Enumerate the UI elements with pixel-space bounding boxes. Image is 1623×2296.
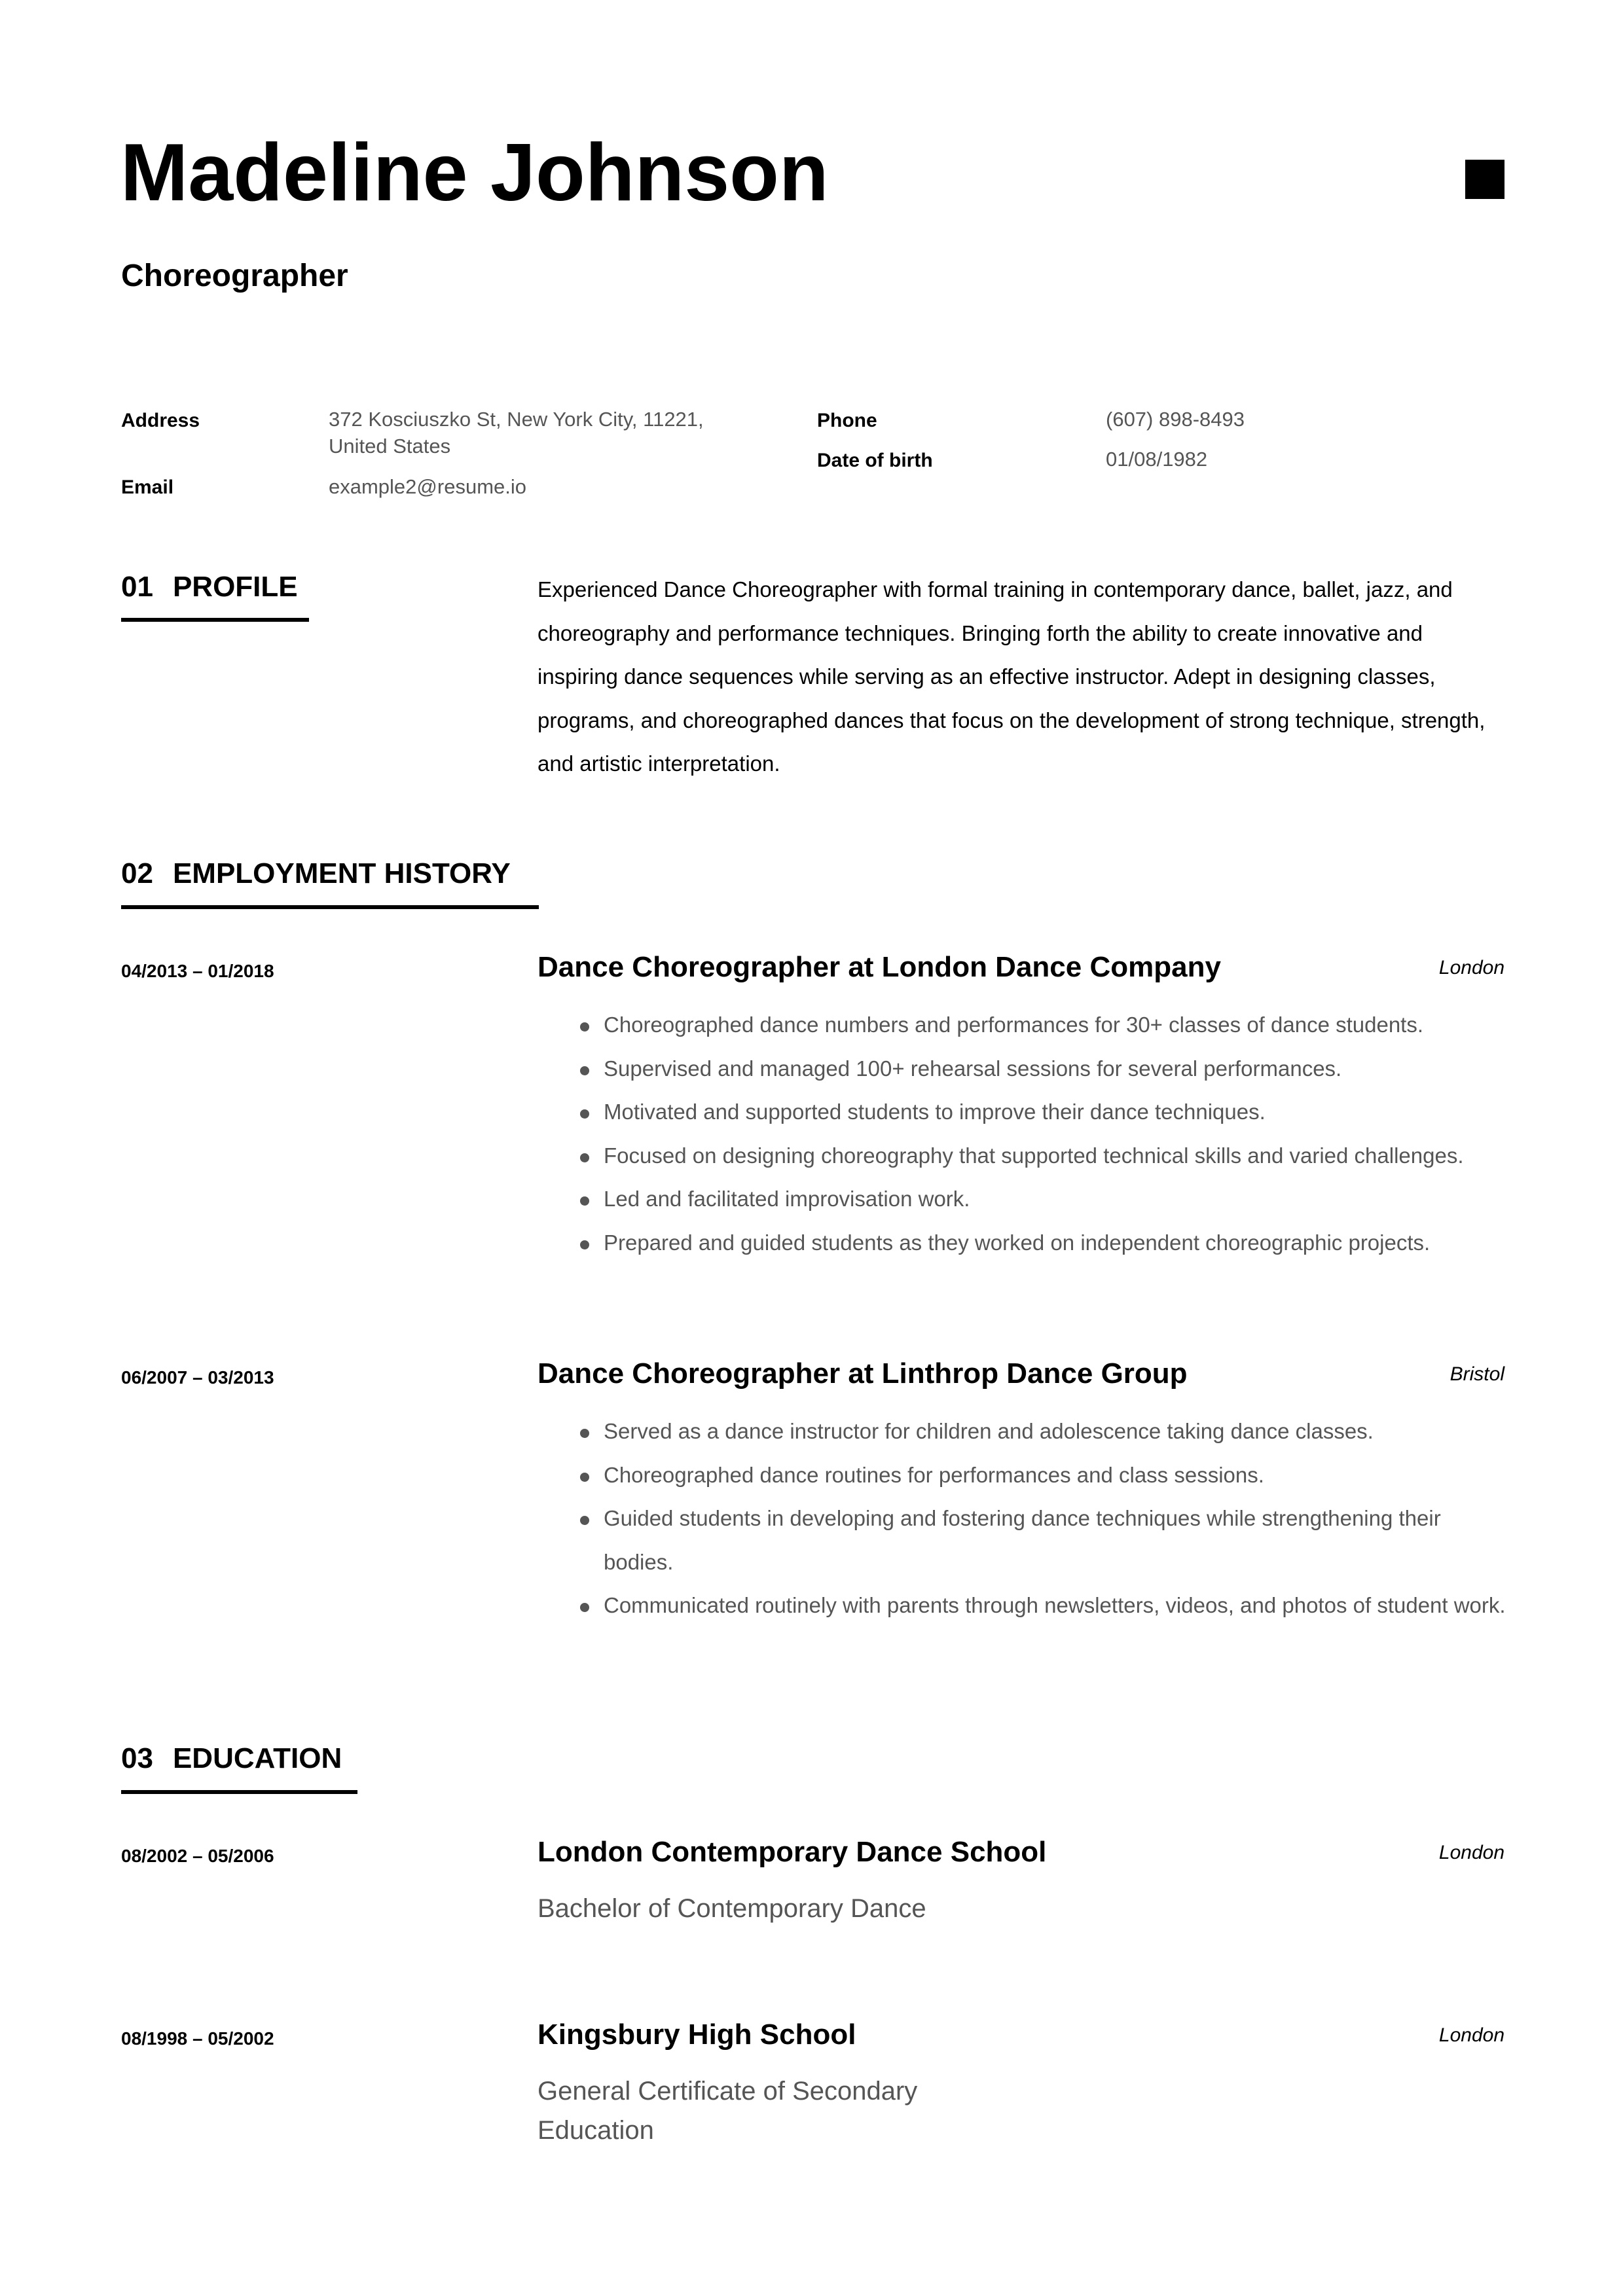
- section-heading-education: [121, 1742, 342, 1775]
- phone-value: (607) 898-8493: [1106, 408, 1245, 431]
- school-name: London Contemporary Dance School: [538, 1836, 1047, 1868]
- list-item: Guided students in developing and fostering dance techniques while strengthening their bodies.: [538, 1497, 1506, 1584]
- section-title: EMPLOYMENT HISTORY: [172, 857, 511, 889]
- dob-label: Date of birth: [817, 450, 933, 471]
- section-underline: [121, 618, 309, 622]
- address-label: Address: [121, 410, 200, 431]
- profile-summary: Experienced Dance Choreographer with formal training in contemporary dance, ballet, jazz, and choreography and performance techniques. Bringing forth the ability to create innovative and inspiring dance sequences while serving as an effective instructor. Adept in designing classes, programs, and choreographed dances that focus on the development of strong technique, strength, and artistic interpretation.: [538, 577, 1486, 776]
- list-item: Prepared and guided students as they worked on independent choreographic projects.: [538, 1221, 1506, 1265]
- section-number: 01: [121, 571, 153, 603]
- job-bullet-list: [538, 1003, 1506, 1265]
- list-item: Communicated routinely with parents through newsletters, videos, and photos of student work.: [538, 1584, 1506, 1628]
- email-value[interactable]: example2@resume.io: [329, 475, 526, 498]
- section-number: 02: [121, 857, 153, 889]
- list-item: Motivated and supported students to improve their dance techniques.: [538, 1090, 1506, 1134]
- job-dates: 04/2013 – 01/2018: [121, 961, 274, 981]
- school-city: London: [1438, 1842, 1504, 1863]
- list-item: Focused on designing choreography that supported technical skills and varied challenges.: [538, 1134, 1506, 1178]
- email-label: Email: [121, 476, 174, 498]
- job-position: Dance Choreographer at Linthrop Dance Group: [538, 1357, 1188, 1390]
- job-city: London: [1438, 957, 1504, 978]
- section-heading-employment: [121, 857, 511, 890]
- education-dates: 08/2002 – 05/2006: [121, 1846, 274, 1866]
- list-item: Choreographed dance routines for performances and class sessions.: [538, 1454, 1506, 1498]
- job-position: Dance Choreographer at London Dance Company: [538, 951, 1221, 983]
- address-line-2: United States: [329, 435, 451, 457]
- list-item: Supervised and managed 100+ rehearsal sessions for several performances.: [538, 1047, 1506, 1091]
- section-title: EDUCATION: [172, 1742, 342, 1774]
- job-title-heading: Choreographer: [121, 259, 348, 293]
- job-bullet-list: [538, 1410, 1506, 1628]
- address-line-1: 372 Kosciuszko St, New York City, 11221,: [329, 408, 704, 431]
- list-item: Served as a dance instructor for children and adolescence taking dance classes.: [538, 1410, 1506, 1454]
- section-number: 03: [121, 1742, 153, 1774]
- job-dates: 06/2007 – 03/2013: [121, 1367, 274, 1388]
- section-underline: [121, 1790, 357, 1794]
- section-underline: [121, 905, 539, 909]
- black-square-icon: [1465, 160, 1504, 199]
- phone-label: Phone: [817, 410, 877, 431]
- job-city: Bristol: [1450, 1363, 1504, 1385]
- list-item: Choreographed dance numbers and performances for 30+ classes of dance students.: [538, 1003, 1506, 1047]
- school-name: Kingsbury High School: [538, 2018, 856, 2051]
- degree: Bachelor of Contemporary Dance: [538, 1894, 926, 1923]
- section-heading-profile: [121, 571, 298, 603]
- candidate-name: Madeline Johnson: [120, 128, 829, 218]
- education-dates: 08/1998 – 05/2002: [121, 2028, 274, 2049]
- list-item: Led and facilitated improvisation work.: [538, 1177, 1506, 1221]
- school-city: London: [1438, 2024, 1504, 2046]
- section-title: PROFILE: [172, 571, 298, 603]
- dob-value: 01/08/1982: [1106, 448, 1208, 471]
- degree: General Certificate of Secondary Education: [538, 2077, 918, 2145]
- address-value: [329, 406, 704, 459]
